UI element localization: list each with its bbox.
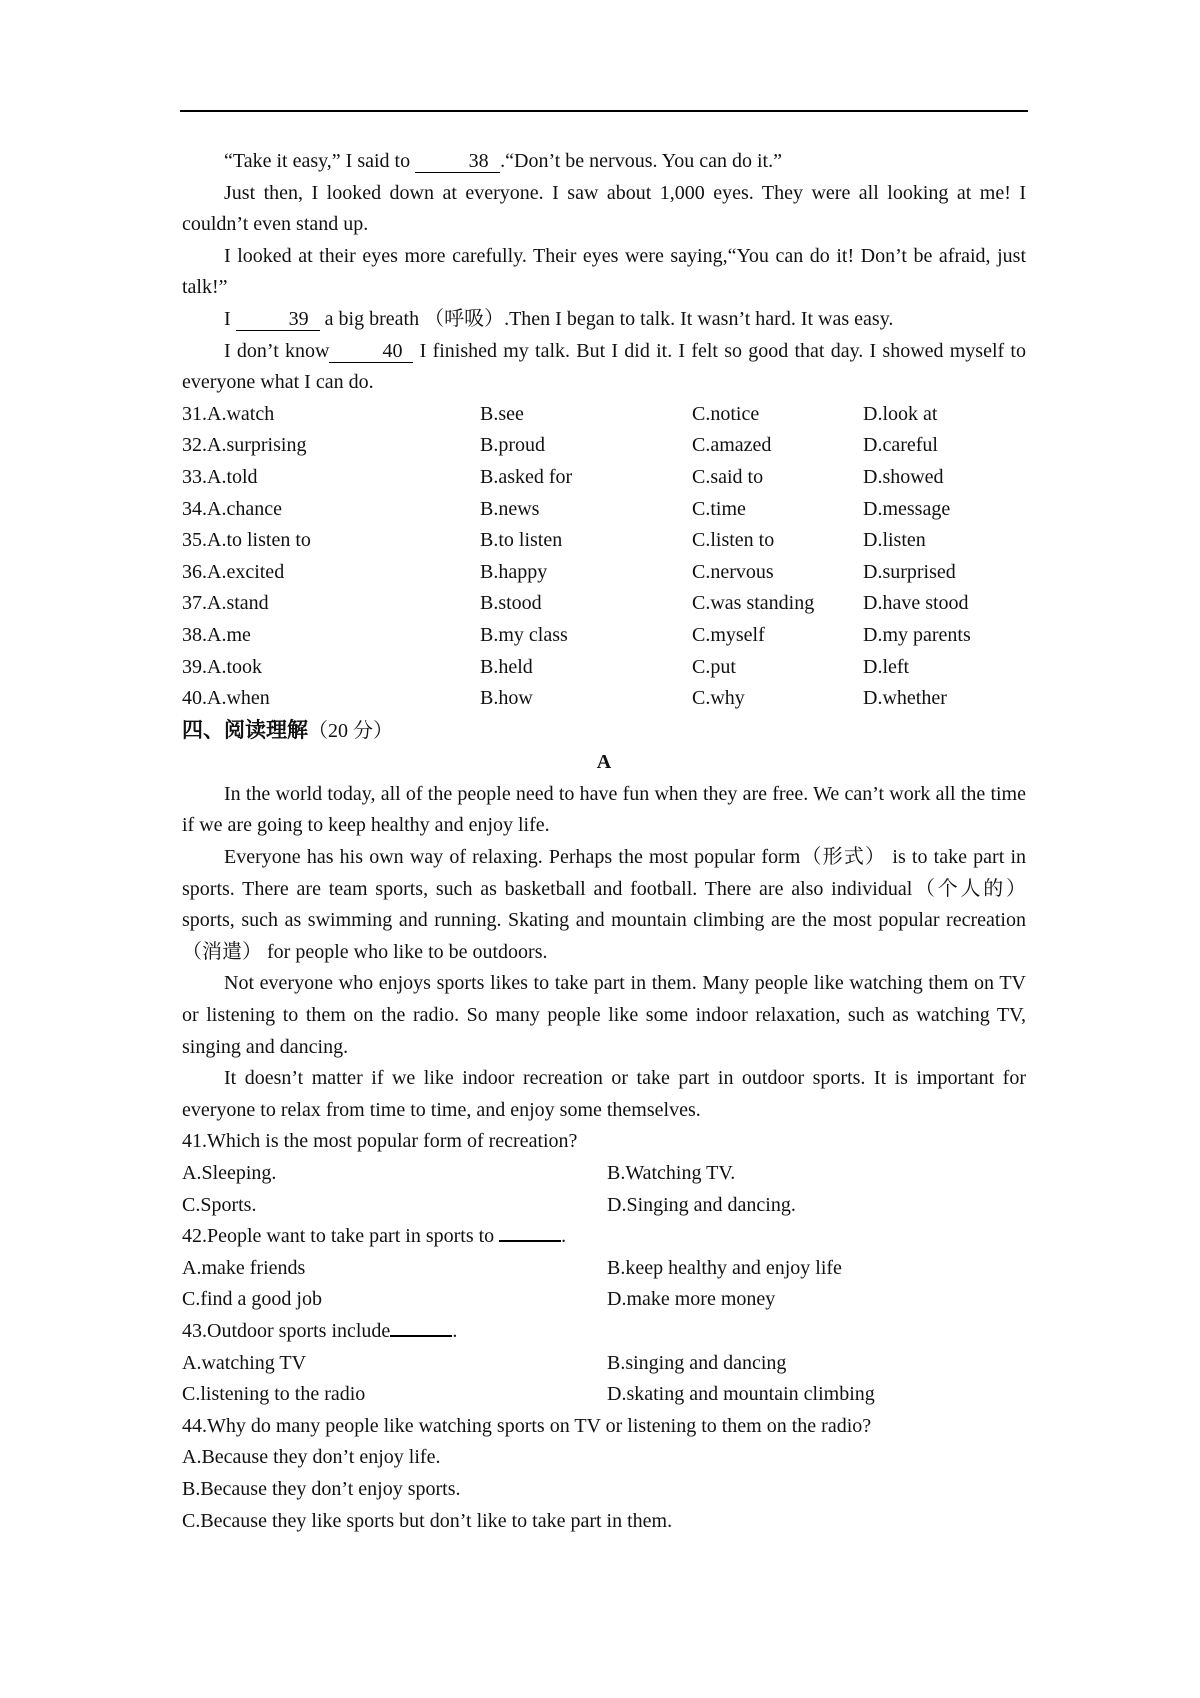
question-41-options-row-1: A.Sleeping. B.Watching TV. [182,1162,736,1184]
option-row-34: 34.A.chance B.news C.time D.message [182,497,951,520]
passage-title: A [596,751,612,774]
option-row-39: 39.A.took B.held C.put D.left [182,655,910,678]
option-row-32: 32.A.surprising B.proud C.amazed D.careful [182,434,938,457]
question-44-option-c: C.Because they like sports but don’t like to take part in them. [182,1509,673,1532]
question-44: 44.Why do many people like watching sports on TV or listening to them on the radio? [182,1414,872,1437]
option-row-37: 37.A.stand B.stood C.was standing D.have stood [182,592,969,615]
question-41-options-row-2: C.Sports. D.Singing and dancing. [182,1193,796,1216]
question-43-options-row-1: A.watching TV B.singing and dancing [182,1351,787,1374]
header-rule [180,110,1028,112]
question-44-option-b: B.Because they don’t enjoy sports. [182,1477,461,1500]
section-heading: 四、阅读理解（20 分） [182,717,393,742]
passage-paragraph-4: It doesn’t matter if we like indoor recreation or take part in outdoor sports. It is important for everyone to relax from time to time, and enjoy some themselves. [182,1067,1026,1121]
blank-39: 39 [236,308,320,331]
passage-paragraph-2: Everyone has his own way of relaxing. Perhaps the most popular form（形式） is to take part in sports. There are team sports, such as basketball and football. There are also individual（个人的） sports, such as swimming and running. Skating and mountain climbing are the most popular recreation （消遣） for people who like to be outdoors. [182,846,1026,963]
cloze-paragraph-1: “Take it easy,” I said to 38 .“Don’t be nervous. You can do it.” [224,150,782,172]
question-43-options-row-2: C.listening to the radio D.skating and mountain climbing [182,1383,875,1406]
passage-paragraph-1: In the world today, all of the people need to have fun when they are free. We can’t work all the time if we are going to keep healthy and enjoy life. [182,782,1026,837]
question-42-options-row-2: C.find a good job D.make more money [182,1288,776,1311]
cloze-options-table [182,399,1026,715]
option-row-31: 31.A.watch B.see C.notice D.look at [182,402,938,425]
option-row-35: 35.A.to listen to B.to listen C.listen to D.listen [182,529,926,552]
question-42: 42.People want to take part in sports to . [182,1225,567,1248]
option-row-33: 33.A.told B.asked for C.said to D.showed [182,465,944,488]
cloze-paragraph-5: I don’t know 40 I finished my talk. But I did it. I felt so good that day. I showed myself to everyone what I can do. [182,339,1026,394]
passage-paragraph-3: Not everyone who enjoys sports likes to take part in them. Many people like watching them on TV or listening to them on the radio. So many people like some indoor relaxation, such as watching TV, singing and dancing. [182,972,1026,1058]
blank-38: 38 [415,150,500,173]
question-42-options-row-1: A.make friends B.keep healthy and enjoy life [182,1256,842,1279]
cloze-paragraph-3: I looked at their eyes more carefully. Their eyes were saying,“You can do it! Don’t be afraid, just talk!” [182,244,1026,299]
option-row-40: 40.A.when B.how C.why D.whether [182,687,947,710]
page-content [182,146,1026,1537]
option-row-36: 36.A.excited B.happy C.nervous D.surprised [182,560,956,583]
question-44-option-a: A.Because they don’t enjoy life. [182,1446,441,1469]
question-43-blank [390,1335,452,1337]
cloze-paragraph-2: Just then, I looked down at everyone. I saw about 1,000 eyes. They were all looking at me! I couldn’t even stand up. [182,181,1026,236]
option-row-38: 38.A.me B.my class C.myself D.my parents [182,623,971,646]
question-43: 43.Outdoor sports include . [182,1319,458,1342]
cloze-paragraph-4: I 39 a big breath （呼吸）.Then I began to talk. It wasn’t hard. It was easy. [224,307,894,330]
blank-40: 40 [329,340,413,363]
question-41: 41.Which is the most popular form of recreation? [182,1130,578,1153]
question-42-blank [499,1240,561,1242]
